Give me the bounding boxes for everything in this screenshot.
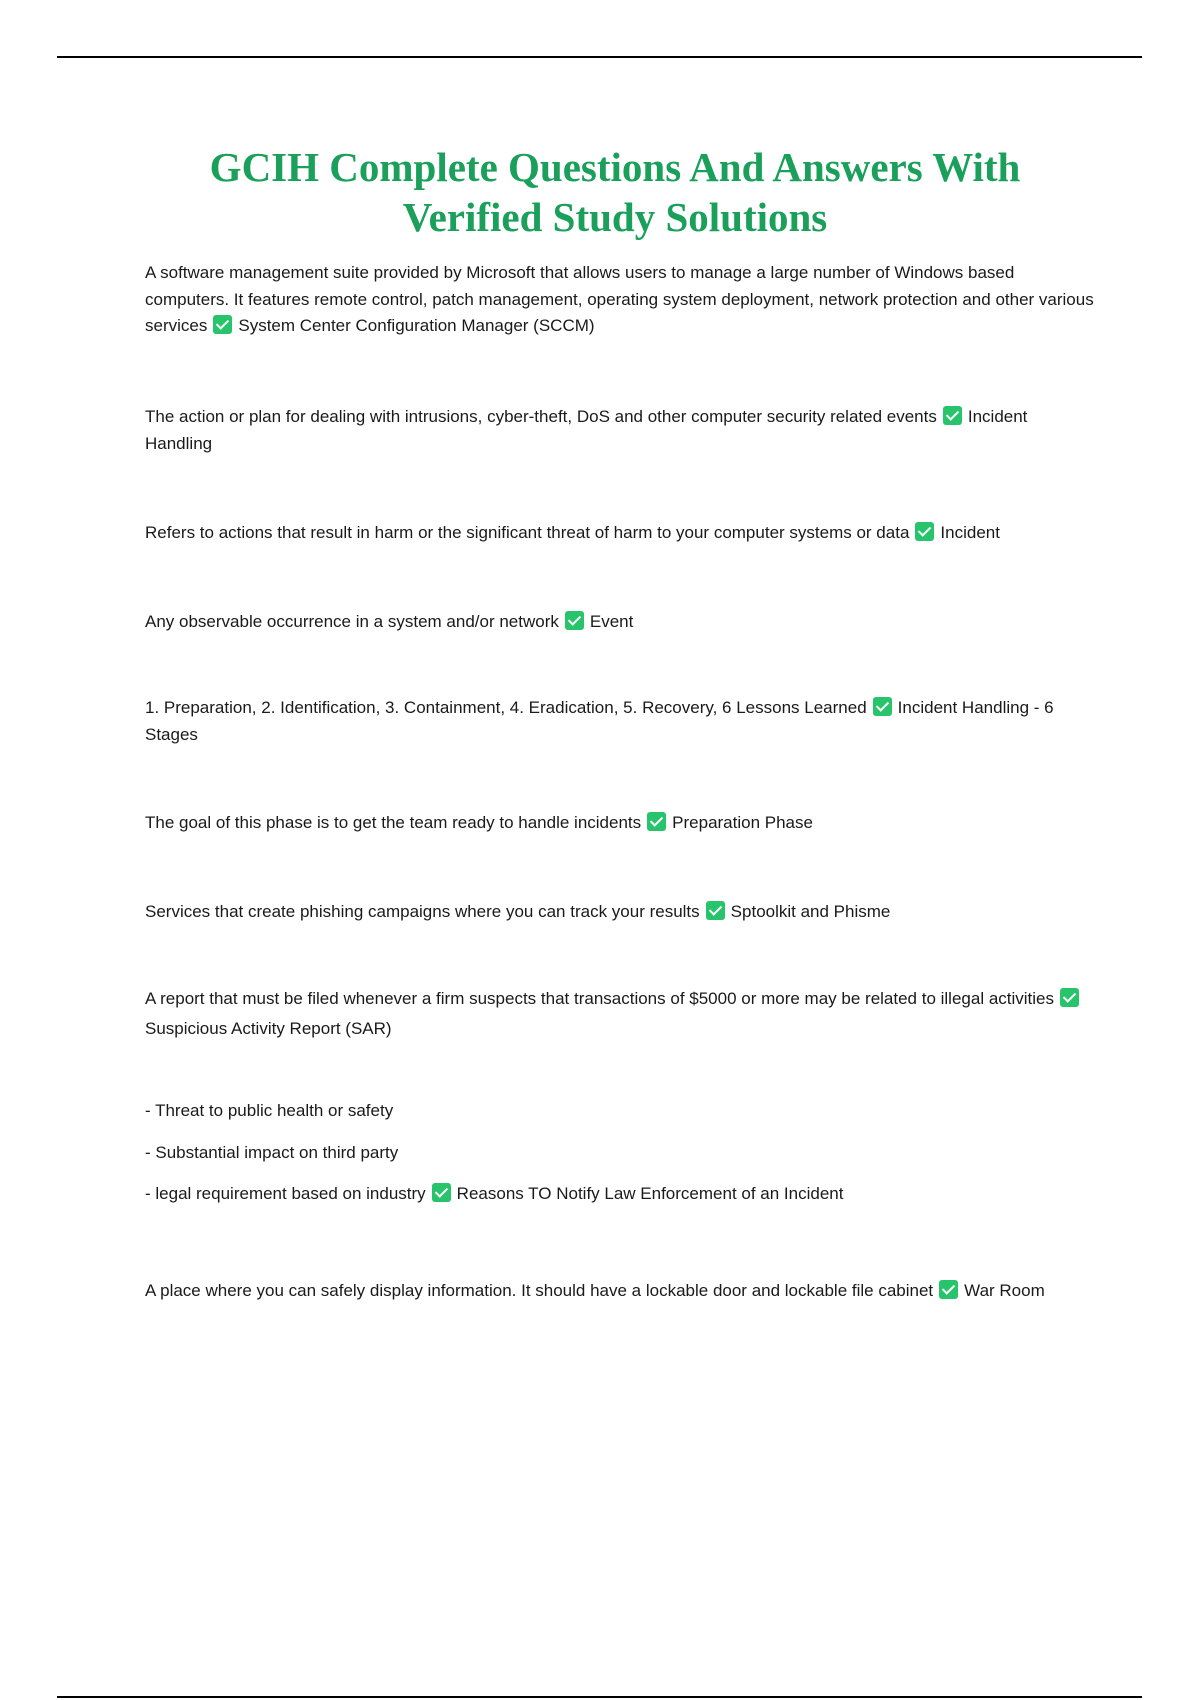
question-text: Refers to actions that result in harm or the significant threat of harm to your computer systems or data [145, 523, 910, 542]
page-title [130, 142, 1100, 242]
check-box-icon [706, 901, 725, 920]
answer-text: Suspicious Activity Report (SAR) [145, 1019, 392, 1038]
qa-item [145, 260, 1095, 340]
qa-item [145, 520, 1095, 547]
question-text: Services that create phishing campaigns where you can track your results [145, 902, 700, 921]
answer-text: Incident Handling - 6 Stages [145, 698, 1054, 744]
qa-item [145, 810, 1095, 837]
check-box-icon [432, 1183, 451, 1202]
answer-text: Incident [940, 523, 1000, 542]
qa-item [145, 1278, 1095, 1305]
answer-text: Reasons TO Notify Law Enforcement of an Incident [456, 1184, 844, 1203]
qa-item [145, 404, 1095, 457]
answer-text: War Room [964, 1281, 1045, 1300]
question-text: The action or plan for dealing with intrusions, cyber-theft, DoS and other computer security related events [145, 407, 937, 426]
question-text: Any observable occurrence in a system and/or network [145, 612, 559, 631]
answer-text: Incident Handling [145, 407, 1028, 453]
check-box-icon [915, 522, 934, 541]
question-text: A report that must be filed whenever a firm suspects that transactions of $5000 or more may be related to illegal activities [145, 989, 1055, 1008]
check-box-icon [1060, 988, 1079, 1007]
check-box-icon [939, 1280, 958, 1299]
check-box-icon [943, 406, 962, 425]
answer-text: System Center Configuration Manager (SCCM) [238, 316, 595, 335]
check-box-icon [647, 812, 666, 831]
title-line-1: GCIH Complete Questions And Answers With [209, 144, 1021, 190]
bullet-item: - Substantial impact on third party [145, 1142, 399, 1162]
answer-text: Event [589, 612, 634, 631]
question-text: A software management suite provided by Microsoft that allows users to manage a large number of Windows based computers. It features remote control, patch management, operating system deployment, network protection and other various services [145, 263, 1094, 335]
bullet-item: - Threat to public health or safety [145, 1101, 394, 1120]
check-box-icon [213, 315, 232, 334]
bullet-item: - legal requirement based on industry [145, 1184, 426, 1203]
check-box-icon [873, 697, 892, 716]
bottom-rule [57, 1696, 1142, 1698]
qa-item [145, 899, 1095, 926]
question-text: A place where you can safely display information. It should have a lockable door and lockable file cabinet [145, 1281, 934, 1300]
answer-text: Sptoolkit and Phisme [730, 902, 891, 921]
top-rule [57, 56, 1142, 58]
qa-item [145, 609, 1095, 636]
qa-item [145, 984, 1095, 1044]
question-text: 1. Preparation, 2. Identification, 3. Containment, 4. Eradication, 5. Recovery, 6 Lessons Learned [145, 698, 867, 717]
question-text: The goal of this phase is to get the team ready to handle incidents [145, 813, 642, 832]
check-box-icon [565, 611, 584, 630]
title-line-2: Verified Study Solutions [402, 194, 828, 240]
qa-item [145, 695, 1095, 748]
qa-item [145, 1098, 1095, 1208]
answer-text: Preparation Phase [672, 813, 813, 832]
